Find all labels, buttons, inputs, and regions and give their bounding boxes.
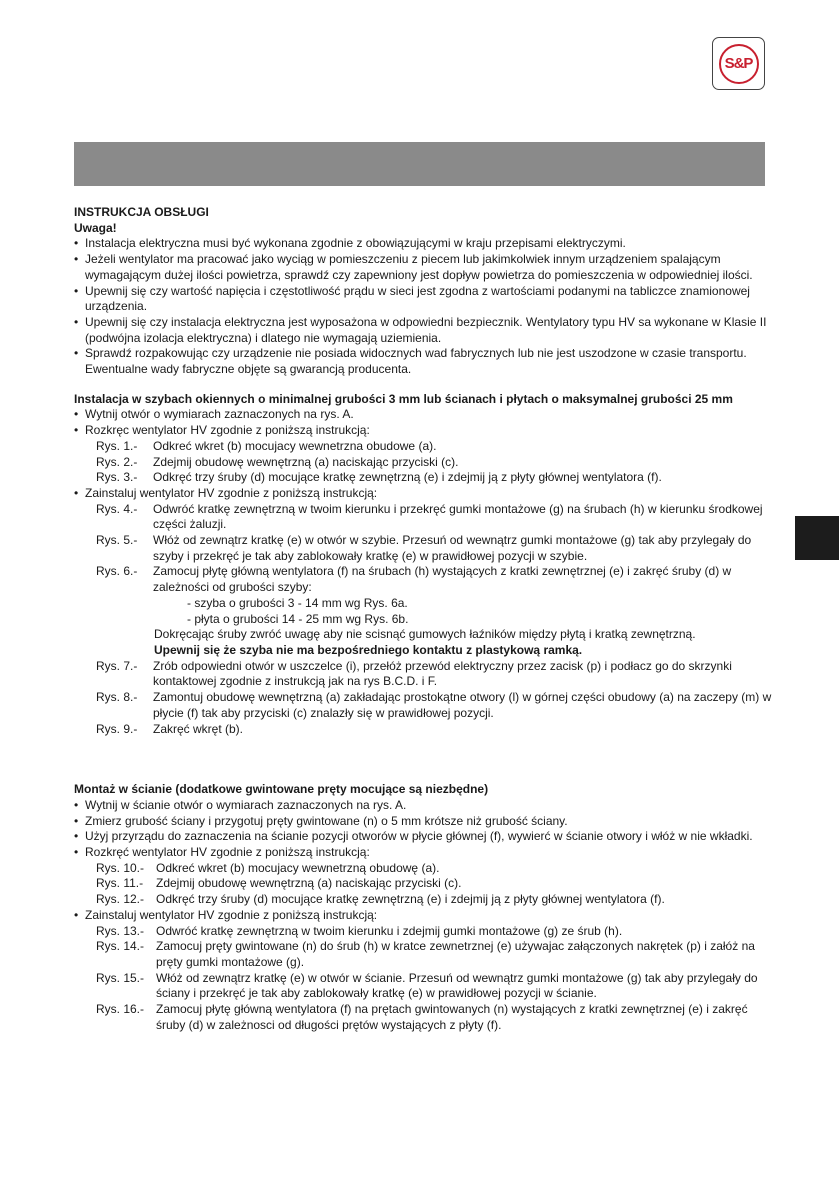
header-band: [74, 142, 765, 186]
step-row: [96, 690, 780, 721]
bullet-item: • Użyj przyrządu do zaznaczenia na ścianie pozycji otworów w płycie głównej (f), wywierć w ścianie otwory i włóż w nie wkładki.: [74, 829, 780, 845]
step-label: Rys. 11.-: [96, 876, 144, 891]
step-row: [96, 502, 780, 533]
step-row: [96, 439, 780, 455]
step-label: Rys. 6.-: [96, 564, 138, 579]
note-text: Dokręcając śruby zwróć uwagę aby nie scisnąć gumowych łaźników między płytą i kratką zewnętrzną.: [154, 627, 696, 642]
step-row: [96, 939, 780, 970]
step-row: [96, 455, 780, 471]
step-label: Rys. 8.-: [96, 690, 138, 705]
warning-item: • Instalacja elektryczna musi być wykonana zgodnie z obowiązującymi w kraju przepisami elektryczymi.: [74, 236, 780, 252]
step-row: [96, 971, 780, 1002]
step-text: Włóż od zewnątrz kratkę (e) w otwór w szybie. Przesuń od wewnątrz gumki montażowe (g) tak aby przylegały do szyby i przekręć je tak aby zablokowały kratkę (e) w prawidłowej pozycji w szybie.: [153, 533, 752, 563]
bullet-item: • Rozkręc wentylator HV zgodnie z poniższą instrukcją:: [74, 423, 780, 439]
warning-item: • Upewnij się czy instalacja elektryczna jest wyposażona w odpowiedni bezpiecznik. Wentylatory typu HV sa wykonane w Klasie II (podwójna izolacja elektryczna) i dlatego nie wymagają uziemienia.: [74, 315, 780, 346]
warning-item: • Jeżeli wentylator ma pracować jako wyciąg w pomieszczeniu z piecem lub jakimkolwiek innym urządzeniem spalającym wymagającym dużej ilości powietrza, sprawdź czy zapewniony jest dopływ powietrza do pomieszczenia w odpowiedniej ilości.: [74, 252, 780, 283]
step-row: [96, 722, 780, 738]
brand-logo-mark: S&P: [719, 44, 759, 84]
step-text: Zdejmij obudowę wewnętrzną (a) naciskając przyciski (c).: [153, 454, 459, 469]
step-label: Rys. 1.-: [96, 438, 138, 453]
step-label: Rys. 14.-: [96, 939, 145, 954]
step-text: Zdejmij obudowę wewnętrzną (a) naciskając przyciski (c).: [156, 876, 462, 891]
step-row: [96, 861, 780, 877]
step-text: Zamocuj pręty gwintowane (n) do śrub (h) w kratce zewnetrznej (e) używajac załączonych nakrętek (p) i załóż na pręty gumki montażowe (g).: [156, 939, 755, 969]
step-label: Rys. 12.-: [96, 892, 145, 907]
bullet-item: • Wytnij w ścianie otwór o wymiarach zaznaczonych na rys. A.: [74, 798, 780, 814]
step-text: Odwróć kratkę zewnętrzną w twoim kierunku i zdejmij gumki montażowe (g) ze śrub (h).: [156, 923, 623, 938]
step-text: Zakręć wkręt (b).: [153, 721, 244, 736]
step-text: Odkręć trzy śruby (d) mocujące kratkę zewnętrzną (e) i zdejmij ją z płyty głównej wentylatora (f).: [153, 470, 662, 485]
step-text: Zamocuj płytę główną wentylatora (f) na śrubach (h) wystających z kratki zewnętrznej (e) i zakręć śruby (d) w zależności od grubości szyby:: [153, 564, 732, 595]
step-label: Rys. 16.-: [96, 1002, 145, 1017]
sub-item: - szyba o grubości 3 - 14 mm wg Rys. 6a.: [187, 595, 408, 610]
step-label: Rys. 9.-: [96, 721, 138, 736]
document-title: INSTRUKCJA OBSŁUGI: [74, 205, 209, 219]
section-heading-window: Instalacja w szybach okiennych o minimalnej grubości 3 mm lub ścianach i płytach o maksymalnej grubości 25 mm: [74, 391, 733, 406]
step-text: Odkreć wkret (b) mocujacy wewnetrzną obudowę (a).: [156, 860, 440, 875]
step-text: Zamontuj obudowę wewnętrzną (a) zakładając prostokątne otwory (l) w górnej części obudowy (a) na zaczepy (m) w płycie (f) tak aby przyciski (c) znalazły się w prawidłowej pozycji.: [153, 690, 772, 720]
step-row: [96, 533, 780, 564]
sub-item: - płyta o grubości 14 - 25 mm wg Rys. 6b.: [187, 611, 409, 626]
step-text: Odkręć trzy śruby (d) mocujące kratkę zewnętrzną (e) i zdejmij ją z płyty głównej wentylatora (f).: [156, 892, 665, 907]
step-label: Rys. 13.-: [96, 923, 145, 938]
warning-item: • Sprawdź rozpakowując czy urządzenie nie posiada widocznych wad fabrycznych lub nie jest uszodzone w czasie transportu. Ewentualne wady fabryczne objęte są gwarancją producenta.: [74, 346, 780, 377]
step-label: Rys. 2.-: [96, 454, 138, 469]
step-row: [96, 564, 780, 595]
step-text: Odwróć kratkę zewnętrzną w twoim kierunku i przekręć gumki montażowe (g) na śrubach (h) w kierunku środkowej części żaluzji.: [153, 501, 763, 532]
step-label: Rys. 15.-: [96, 970, 145, 985]
step-text: Zamocuj płytę główną wentylatora (f) na prętach gwintowanych (n) wystających z kratki zewnętrznej (e) i zakręć śruby (d) w zależnosci od długości prętów wystających z płyty (f).: [156, 1002, 748, 1032]
language-tab-marker: [795, 516, 839, 560]
step-label: Rys. 5.-: [96, 533, 138, 548]
step-row: [96, 892, 780, 908]
step-row: [96, 470, 780, 486]
bullet-item: • Zainstaluj wentylator HV zgodnie z poniższą instrukcją:: [74, 908, 780, 924]
instructions-body: [74, 205, 780, 1033]
warning-item: • Upewnij się czy wartość napięcia i częstotliwość prądu w sieci jest zgodna z wartościami podanymi na tabliczce znamionowej urządzenia.: [74, 284, 780, 315]
section-heading-wall: Montaż w ścianie (dodatkowe gwintowane pręty mocujące są niezbędne): [74, 782, 489, 797]
step-label: Rys. 7.-: [96, 658, 138, 673]
step-label: Rys. 3.-: [96, 470, 138, 485]
note-bold: Upewnij się że szyba nie ma bezpośredniego kontaktu z plastykową ramką.: [154, 642, 583, 657]
step-row: [96, 1002, 780, 1033]
bullet-item: • Wytnij otwór o wymiarach zaznaczonych na rys. A.: [74, 407, 780, 423]
bullet-item: • Rozkręć wentylator HV zgodnie z poniższą instrukcją:: [74, 845, 780, 861]
step-row: [96, 924, 780, 940]
step-text: Włóż od zewnątrz kratkę (e) w otwór w ścianie. Przesuń od wewnątrz gumki montażowe (g) tak aby przylegały do ściany i przekręć je tak aby zablokowały kratkę (e) w prawidłowej pozycji w ścianie.: [156, 970, 758, 1001]
step-label: Rys. 4.-: [96, 501, 138, 516]
step-text: Odkreć wkret (b) mocujacy wewnetrzna obudowe (a).: [153, 438, 437, 453]
bullet-item: • Zainstaluj wentylator HV zgodnie z poniższą instrukcją:: [74, 486, 780, 502]
step-label: Rys. 10.-: [96, 860, 145, 875]
step-row: [96, 659, 780, 690]
warning-heading: Uwaga!: [74, 220, 117, 235]
brand-logo: [712, 37, 765, 90]
step-row: [96, 876, 780, 892]
bullet-item: • Zmierz grubość ściany i przygotuj pręty gwintowane (n) o 5 mm krótsze niż grubość ściany.: [74, 814, 780, 830]
step-text: Zrób odpowiedni otwór w uszczelce (i), przełóż przewód elektryczny przez zacisk (p) i podłacz go do skrzynki kontaktowej zgodnie z instrukcją jak na rys B.C.D. i F.: [153, 658, 732, 689]
